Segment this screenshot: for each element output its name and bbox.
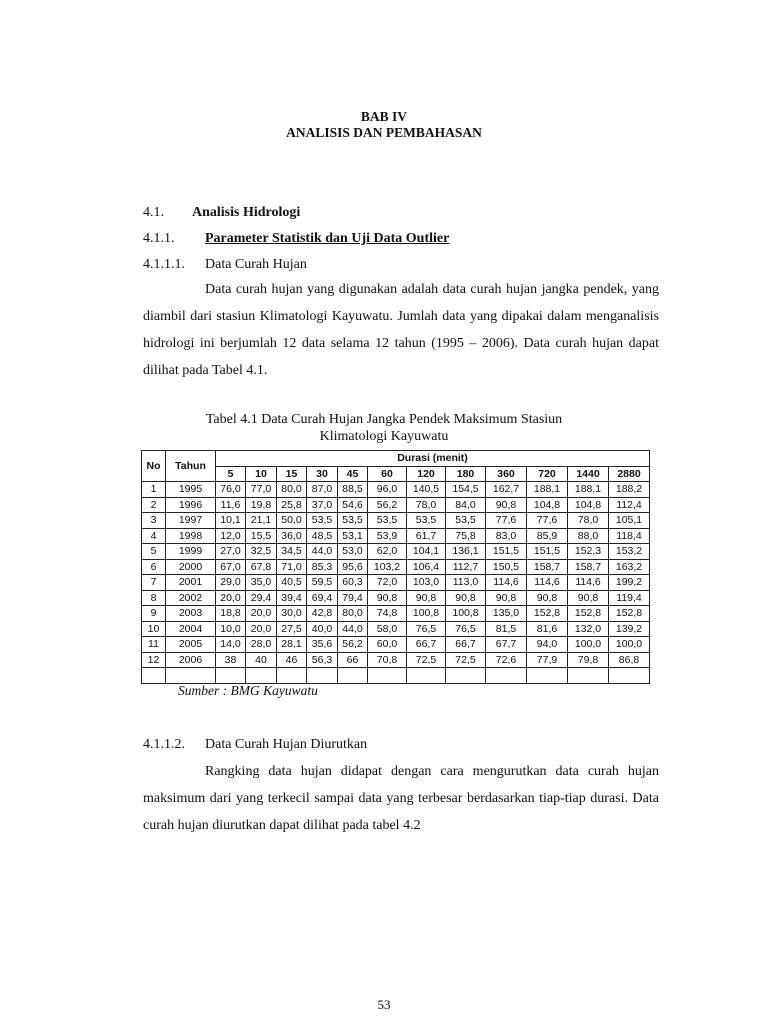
cell-empty	[246, 668, 277, 684]
cell-value: 77,6	[527, 513, 568, 529]
cell-value: 90,8	[368, 590, 407, 606]
duration-header: 60	[368, 466, 407, 482]
cell-value: 114,6	[486, 575, 527, 591]
cell-value: 67,0	[216, 559, 246, 575]
cell-value: 20,0	[216, 590, 246, 606]
cell-value: 94,0	[527, 637, 568, 653]
cell-no: 10	[142, 621, 166, 637]
cell-empty	[609, 668, 650, 684]
cell-value: 158,7	[527, 559, 568, 575]
cell-empty	[568, 668, 609, 684]
cell-value: 90,8	[407, 590, 446, 606]
duration-header: 2880	[609, 466, 650, 482]
cell-value: 151,5	[527, 544, 568, 560]
cell-value: 78,0	[568, 513, 609, 529]
cell-value: 34,5	[277, 544, 307, 560]
cell-value: 60,3	[338, 575, 368, 591]
duration-header: 45	[338, 466, 368, 482]
duration-header: 120	[407, 466, 446, 482]
cell-value: 42,8	[307, 606, 338, 622]
cell-value: 39,4	[277, 590, 307, 606]
cell-empty	[527, 668, 568, 684]
cell-empty	[307, 668, 338, 684]
cell-value: 20,0	[246, 606, 277, 622]
cell-value: 53,9	[368, 528, 407, 544]
cell-value: 67,7	[486, 637, 527, 653]
cell-no: 7	[142, 575, 166, 591]
cell-value: 66,7	[446, 637, 486, 653]
cell-value: 37,0	[307, 497, 338, 513]
subsection-number: 4.1.1.	[143, 231, 175, 246]
cell-value: 21,1	[246, 513, 277, 529]
cell-empty	[446, 668, 486, 684]
cell-value: 20,0	[246, 621, 277, 637]
duration-header: 15	[277, 466, 307, 482]
table-row	[142, 637, 650, 653]
cell-value: 104,8	[568, 497, 609, 513]
cell-value: 90,8	[486, 497, 527, 513]
cell-empty	[338, 668, 368, 684]
cell-value: 10,1	[216, 513, 246, 529]
cell-year: 2006	[166, 652, 216, 668]
cell-year: 1996	[166, 497, 216, 513]
cell-value: 112,7	[446, 559, 486, 575]
header-no: No	[142, 451, 166, 482]
table-row	[142, 606, 650, 622]
cell-value: 38	[216, 652, 246, 668]
subsubsection-number: 4.1.1.1.	[143, 257, 185, 272]
table-source: Sumber : BMG Kayuwatu	[178, 683, 318, 698]
cell-no: 4	[142, 528, 166, 544]
cell-value: 152,8	[609, 606, 650, 622]
cell-value: 84,0	[446, 497, 486, 513]
cell-value: 18,8	[216, 606, 246, 622]
cell-no: 3	[142, 513, 166, 529]
table-row	[142, 544, 650, 560]
cell-no: 9	[142, 606, 166, 622]
cell-value: 81,6	[527, 621, 568, 637]
cell-value: 151,5	[486, 544, 527, 560]
subsubsection-number-2: 4.1.1.2.	[143, 737, 185, 752]
duration-header: 1440	[568, 466, 609, 482]
cell-value: 58,0	[368, 621, 407, 637]
duration-header: 10	[246, 466, 277, 482]
cell-value: 112,4	[609, 497, 650, 513]
header-tahun: Tahun	[166, 451, 216, 482]
cell-value: 40	[246, 652, 277, 668]
cell-value: 29,4	[246, 590, 277, 606]
cell-value: 95,6	[338, 559, 368, 575]
cell-value: 50,0	[277, 513, 307, 529]
cell-value: 35,0	[246, 575, 277, 591]
cell-value: 70,8	[368, 652, 407, 668]
cell-value: 36,0	[277, 528, 307, 544]
cell-year: 1997	[166, 513, 216, 529]
cell-value: 40,0	[307, 621, 338, 637]
table-row-empty	[142, 668, 650, 684]
cell-value: 14,0	[216, 637, 246, 653]
cell-value: 105,1	[609, 513, 650, 529]
cell-value: 53,5	[307, 513, 338, 529]
cell-year: 1999	[166, 544, 216, 560]
table-row	[142, 528, 650, 544]
cell-value: 30,0	[277, 606, 307, 622]
cell-value: 86,8	[609, 652, 650, 668]
cell-year: 2002	[166, 590, 216, 606]
cell-value: 77,0	[246, 482, 277, 498]
cell-value: 77,6	[486, 513, 527, 529]
table-row	[142, 590, 650, 606]
cell-value: 85,3	[307, 559, 338, 575]
cell-no: 2	[142, 497, 166, 513]
cell-value: 100,0	[609, 637, 650, 653]
cell-value: 83,0	[486, 528, 527, 544]
cell-value: 152,8	[568, 606, 609, 622]
cell-value: 56,3	[307, 652, 338, 668]
cell-value: 100,8	[446, 606, 486, 622]
cell-value: 11,6	[216, 497, 246, 513]
cell-value: 100,8	[407, 606, 446, 622]
cell-value: 77,9	[527, 652, 568, 668]
cell-no: 12	[142, 652, 166, 668]
cell-year: 1998	[166, 528, 216, 544]
cell-value: 88,0	[568, 528, 609, 544]
cell-value: 104,8	[527, 497, 568, 513]
chapter-label: BAB IV	[360, 109, 408, 124]
cell-value: 119,4	[609, 590, 650, 606]
cell-empty	[486, 668, 527, 684]
cell-value: 158,7	[568, 559, 609, 575]
cell-value: 136,1	[446, 544, 486, 560]
cell-value: 25,8	[277, 497, 307, 513]
cell-value: 87,0	[307, 482, 338, 498]
cell-value: 132,0	[568, 621, 609, 637]
chapter-title: ANALISIS DAN PEMBAHASAN	[286, 125, 482, 140]
cell-value: 72,6	[486, 652, 527, 668]
cell-value: 76,5	[407, 621, 446, 637]
cell-value: 46	[277, 652, 307, 668]
cell-value: 85,9	[527, 528, 568, 544]
cell-value: 62,0	[368, 544, 407, 560]
paragraph-2: Rangking data hujan didapat dengan cara mengurutkan data curah hujan maksimum dari yang terkecil sampai data yang terbesar berdasarkan tiap-tiap durasi. Data curah hujan diurutkan dapat dilihat pada tabel 4.2	[143, 764, 659, 833]
cell-empty	[142, 668, 166, 684]
cell-empty	[277, 668, 307, 684]
cell-value: 100,0	[568, 637, 609, 653]
duration-header: 720	[527, 466, 568, 482]
cell-value: 152,3	[568, 544, 609, 560]
cell-value: 19,8	[246, 497, 277, 513]
cell-value: 53,5	[446, 513, 486, 529]
subsection-title: Parameter Statistik dan Uji Data Outlier	[205, 231, 450, 246]
table-caption-line1: Tabel 4.1 Data Curah Hujan Jangka Pendek Maksimum Stasiun	[205, 412, 563, 427]
cell-value: 79,4	[338, 590, 368, 606]
cell-value: 53,5	[368, 513, 407, 529]
cell-no: 6	[142, 559, 166, 575]
cell-value: 27,5	[277, 621, 307, 637]
cell-value: 12,0	[216, 528, 246, 544]
cell-value: 188,2	[609, 482, 650, 498]
cell-value: 153,2	[609, 544, 650, 560]
cell-value: 32,5	[246, 544, 277, 560]
cell-value: 28,1	[277, 637, 307, 653]
cell-value: 54,6	[338, 497, 368, 513]
cell-value: 113,0	[446, 575, 486, 591]
cell-year: 2003	[166, 606, 216, 622]
cell-value: 15,5	[246, 528, 277, 544]
cell-value: 152,8	[527, 606, 568, 622]
cell-value: 48,5	[307, 528, 338, 544]
cell-no: 1	[142, 482, 166, 498]
cell-value: 69,4	[307, 590, 338, 606]
table-row	[142, 559, 650, 575]
cell-value: 66	[338, 652, 368, 668]
cell-value: 10,0	[216, 621, 246, 637]
duration-header: 30	[307, 466, 338, 482]
subsubsection-title-2: Data Curah Hujan Diurutkan	[205, 737, 368, 752]
cell-value: 90,8	[568, 590, 609, 606]
cell-value: 163,2	[609, 559, 650, 575]
cell-value: 139,2	[609, 621, 650, 637]
cell-value: 114,6	[568, 575, 609, 591]
cell-empty	[368, 668, 407, 684]
cell-value: 75,8	[446, 528, 486, 544]
cell-year: 2005	[166, 637, 216, 653]
cell-no: 8	[142, 590, 166, 606]
cell-value: 199,2	[609, 575, 650, 591]
cell-empty	[216, 668, 246, 684]
paragraph-1: Data curah hujan yang digunakan adalah data curah hujan jangka pendek, yang diambil dari stasiun Klimatologi Kayuwatu. Jumlah data yang dipakai dalam menganalisis hidrologi ini berjumlah 12 data selama 12 tahun (1995 – 2006). Data curah hujan dapat dilihat pada Tabel 4.1.	[143, 282, 659, 378]
table-row	[142, 652, 650, 668]
section-number: 4.1.	[143, 205, 164, 220]
duration-header: 5	[216, 466, 246, 482]
table-row	[142, 513, 650, 529]
cell-value: 74,8	[368, 606, 407, 622]
cell-value: 80,0	[277, 482, 307, 498]
cell-value: 40,5	[277, 575, 307, 591]
cell-value: 140,5	[407, 482, 446, 498]
cell-value: 66,7	[407, 637, 446, 653]
cell-value: 90,8	[527, 590, 568, 606]
table-row	[142, 621, 650, 637]
cell-value: 28,0	[246, 637, 277, 653]
cell-value: 88,5	[338, 482, 368, 498]
cell-empty	[407, 668, 446, 684]
cell-empty	[166, 668, 216, 684]
cell-value: 72,5	[446, 652, 486, 668]
header-durasi: Durasi (menit)	[216, 451, 650, 467]
cell-value: 118,4	[609, 528, 650, 544]
cell-year: 2001	[166, 575, 216, 591]
cell-value: 150,5	[486, 559, 527, 575]
cell-value: 35,6	[307, 637, 338, 653]
rainfall-table	[141, 450, 650, 684]
cell-value: 61,7	[407, 528, 446, 544]
section-title: Analisis Hidrologi	[192, 205, 301, 220]
cell-value: 188,1	[527, 482, 568, 498]
cell-value: 72,5	[407, 652, 446, 668]
cell-year: 2000	[166, 559, 216, 575]
subsubsection-title: Data Curah Hujan	[205, 257, 307, 272]
cell-value: 81,5	[486, 621, 527, 637]
table-row	[142, 575, 650, 591]
cell-value: 78,0	[407, 497, 446, 513]
cell-value: 154,5	[446, 482, 486, 498]
cell-value: 53,5	[338, 513, 368, 529]
cell-value: 96,0	[368, 482, 407, 498]
duration-header: 360	[486, 466, 527, 482]
cell-value: 53,0	[338, 544, 368, 560]
cell-value: 59,5	[307, 575, 338, 591]
cell-value: 53,5	[407, 513, 446, 529]
cell-value: 188,1	[568, 482, 609, 498]
cell-no: 11	[142, 637, 166, 653]
cell-value: 29,0	[216, 575, 246, 591]
cell-value: 90,8	[486, 590, 527, 606]
cell-value: 135,0	[486, 606, 527, 622]
cell-value: 79,8	[568, 652, 609, 668]
cell-value: 106,4	[407, 559, 446, 575]
cell-value: 60,0	[368, 637, 407, 653]
cell-value: 71,0	[277, 559, 307, 575]
cell-value: 56,2	[368, 497, 407, 513]
cell-value: 90,8	[446, 590, 486, 606]
cell-value: 67,8	[246, 559, 277, 575]
table-caption-line2: Klimatologi Kayuwatu	[319, 429, 449, 444]
cell-value: 76,0	[216, 482, 246, 498]
cell-no: 5	[142, 544, 166, 560]
page-number: 53	[377, 997, 391, 1012]
cell-year: 1995	[166, 482, 216, 498]
cell-year: 2004	[166, 621, 216, 637]
cell-value: 162,7	[486, 482, 527, 498]
cell-value: 104,1	[407, 544, 446, 560]
cell-value: 56,2	[338, 637, 368, 653]
table-row	[142, 482, 650, 498]
cell-value: 27,0	[216, 544, 246, 560]
table-row	[142, 497, 650, 513]
cell-value: 76,5	[446, 621, 486, 637]
cell-value: 103,2	[368, 559, 407, 575]
cell-value: 72,0	[368, 575, 407, 591]
cell-value: 44,0	[307, 544, 338, 560]
cell-value: 114,6	[527, 575, 568, 591]
cell-value: 103,0	[407, 575, 446, 591]
cell-value: 44,0	[338, 621, 368, 637]
cell-value: 80,0	[338, 606, 368, 622]
cell-value: 53,1	[338, 528, 368, 544]
duration-header: 180	[446, 466, 486, 482]
